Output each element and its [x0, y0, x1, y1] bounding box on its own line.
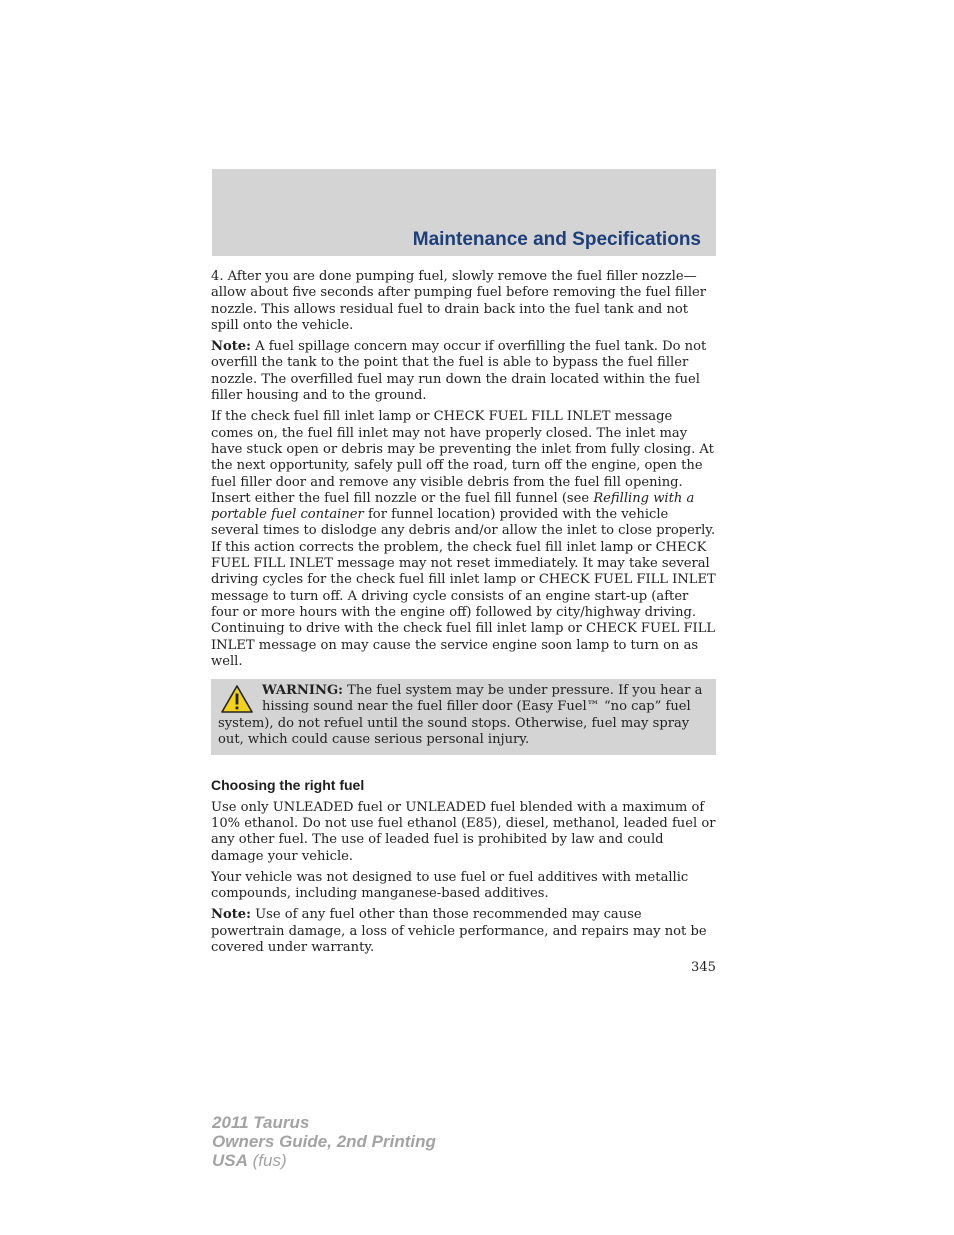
cross-reference-link: Refilling with a portable fuel container [211, 490, 695, 523]
note-text: A fuel spillage concern may occur if overfilling the fuel tank. Do not overfill the tank to the point that the fuel is able to bypass the fuel filler nozzle. The overfilled fuel may run down the drain located within the fuel filler housing and to the ground. [211, 339, 707, 404]
footer-region [212, 1151, 436, 1170]
step-4-paragraph: 4. After you are done pumping fuel, slowly remove the fuel filler nozzle—allow about five seconds after pumping fuel before removing the fuel filler nozzle. This allows residual fuel to drain back into the fuel tank and not spill onto the vehicle. [211, 269, 707, 333]
warranty-note-paragraph [211, 907, 716, 956]
warning-text-block [218, 683, 702, 747]
inlet-text-part-2: for funnel location) provided with the vehicle several times to dislodge any debris and/or allow the inlet to close properly. If this action corrects the problem, the check fuel fill inlet lamp or CHECK FUEL FILL INLET message may not reset immediately. It may take several driving cycles for the check fuel fill inlet lamp or CHECK FUEL FILL INLET message to turn off. A driving cycle consists of an engine start-up (after four or more hours with the engine off) followed by city/highway driving. Continuing to drive with the check fuel fill inlet lamp or CHECK FUEL FILL INLET message on may cause the service engine soon lamp to turn on as well. [211, 507, 716, 669]
warning-text: The fuel system may be under pressure. If you hear a hissing sound near the fuel filler door (Easy Fuel™ “no cap” fuel system), do not refuel until the sound stops. Otherwise, fuel may spray out, which could cause serious personal injury. [218, 683, 703, 748]
section-title: Maintenance and Specifications [412, 229, 701, 250]
unleaded-fuel-paragraph: Use only UNLEADED fuel or UNLEADED fuel blended with a maximum of 10% ethanol. Do not use fuel ethanol (E85), diesel, methanol, leaded fuel or any other fuel. The use of leaded fuel is prohibited by law and could damage your vehicle. [211, 799, 716, 864]
note-label-2: Note: [211, 907, 251, 923]
footer-guide: Owners Guide, 2nd Printing [212, 1132, 436, 1151]
footer [212, 1113, 436, 1170]
note-paragraph [211, 339, 716, 404]
fuel-fill-inlet-paragraph [211, 409, 716, 670]
additives-paragraph: Your vehicle was not designed to use fuel or fuel additives with metallic compounds, including manganese-based additives. [211, 869, 689, 902]
section-header-band [212, 169, 716, 256]
inlet-text-part-1: If the check fuel fill inlet lamp or CHECK FUEL FILL INLET message comes on, the fuel fill inlet may not have properly closed. The inlet may have stuck open or debris may be preventing the inlet from fully closing. At the next opportunity, safely pull off the road, turn off the engine, open the fuel filler door and remove any visible debris from the fuel fill opening. Insert either the fuel fill nozzle or the fuel fill funnel (see [211, 409, 714, 506]
choosing-fuel-heading: Choosing the right fuel [211, 777, 365, 794]
warning-box [211, 679, 716, 755]
page-content [211, 269, 716, 961]
footer-code: (fus) [247, 1151, 287, 1170]
footer-country: USA [212, 1151, 248, 1170]
note-label: Note: [211, 339, 251, 355]
warning-triangle-icon [220, 684, 254, 714]
page-number: 345 [691, 960, 716, 975]
footer-model: 2011 Taurus [212, 1113, 310, 1132]
warning-label: WARNING: [262, 683, 343, 699]
note-text-2: Use of any fuel other than those recommended may cause powertrain damage, a loss of vehicle performance, and repairs may not be covered under warranty. [211, 907, 707, 955]
